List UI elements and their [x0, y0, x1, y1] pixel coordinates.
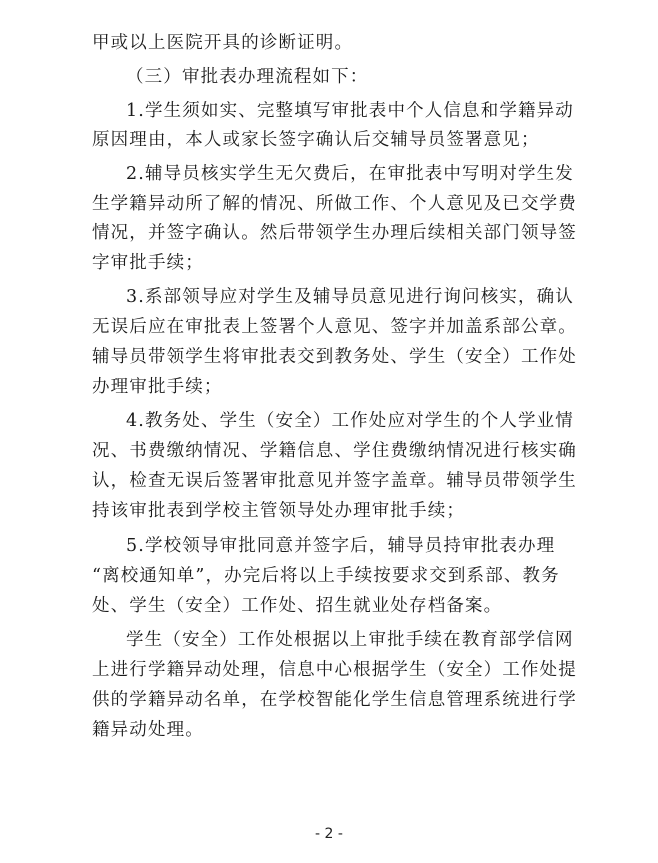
text-line: 4.教务处、学生（安全）工作处应对学生的个人学业情: [126, 411, 574, 431]
text-line: 3.系部领导应对学生及辅导员意见进行询问核实，确认: [126, 287, 574, 307]
text-line: 办理审批手续；: [92, 377, 223, 397]
text-line: 上进行学籍异动处理，信息中心根据学生（安全）工作处提: [92, 660, 577, 680]
text-line: 无误后应在审批表上签署个人意见、签字并加盖系部公章。: [92, 317, 577, 337]
text-line: 情况，并签字确认。然后带领学生办理后续相关部门领导签: [92, 223, 577, 243]
text-line: 2.辅导员核实学生无欠费后，在审批表中写明对学生发: [126, 164, 574, 184]
text-line: 甲或以上医院开具的诊断证明。: [92, 33, 354, 53]
text-line: 字审批手续；: [92, 253, 204, 273]
text-line: 认，检查无误后签署审批意见并签字盖章。辅导员带领学生: [92, 471, 577, 491]
text-line: 籍异动处理。: [92, 720, 204, 740]
text-line: 供的学籍异动名单，在学校智能化学生信息管理系统进行学: [92, 690, 577, 710]
text-line: 生学籍异动所了解的情况、所做工作、个人意见及已交学费: [92, 194, 577, 214]
text-line: 处、学生（安全）工作处、招生就业处存档备案。: [92, 596, 503, 616]
text-line: 原因理由，本人或家长签字确认后交辅导员签署意见；: [92, 130, 540, 150]
text-line: 1.学生须如实、完整填写审批表中个人信息和学籍异动: [126, 101, 574, 121]
text-line: 学生（安全）工作处根据以上审批手续在教育部学信网: [126, 630, 574, 650]
section-heading: （三）审批表办理流程如下：: [126, 67, 369, 87]
page-number: - 2 -: [315, 826, 343, 842]
text-line: 况、书费缴纳情况、学籍信息、学住费缴纳情况进行核实确: [92, 441, 577, 461]
text-line: 5.学校领导审批同意并签字后，辅导员持审批表办理: [126, 536, 556, 556]
text-line: 持该审批表到学校主管领导处办理审批手续；: [92, 501, 465, 521]
text-line: “离校通知单”，办完后将以上手续按要求交到系部、教务: [92, 566, 560, 586]
text-line: 辅导员带领学生将审批表交到教务处、学生（安全）工作处: [92, 347, 577, 367]
